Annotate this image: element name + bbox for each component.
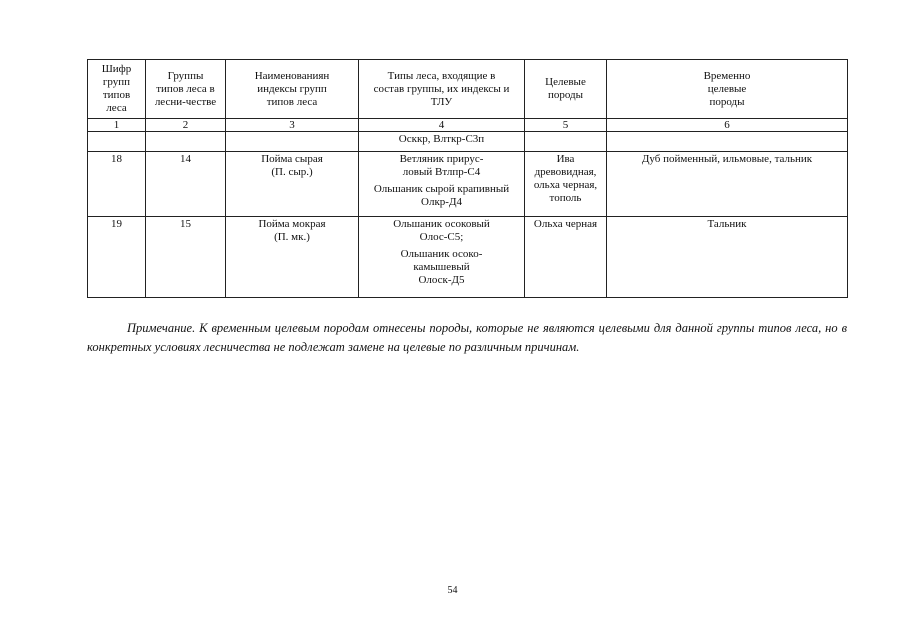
target-species-cell: Ива древовидная, ольха черная, тополь: [525, 152, 607, 217]
continuation-row: [88, 132, 848, 152]
shifr-cell: 18: [88, 152, 146, 217]
forest-types-cell: Ольшаник осоковый Олос-С5; Ольшаник осоко- камышевый Олоск-Д5: [359, 217, 525, 298]
forest-types-table: [87, 59, 848, 298]
page-number: 54: [447, 585, 458, 596]
continuation-cell: Осккр, Влткр-С3п: [359, 132, 525, 152]
name-cell: Пойма сырая (П. сыр.): [226, 152, 359, 217]
forest-types-cell: Ветляник прирус- ловый Втлпр-С4 Ольшаник сырой крапивный Олкр-Д4: [359, 152, 525, 217]
header-row: [88, 60, 848, 119]
shifr-cell: 19: [88, 217, 146, 298]
col-number: 3: [226, 119, 359, 132]
table-note: Примечание. К временным целевым породам отнесены породы, которые не являются целевыми для данной группы типов леса, но в конкретных условиях лесничества не подлежат замене на целевые по различным причинам.: [87, 321, 847, 354]
header-groups: Группы типов леса в лесни-честве: [146, 60, 226, 119]
header-shifr: Шифр групп типов леса: [88, 60, 146, 119]
table-row: [88, 217, 848, 298]
col-number: 2: [146, 119, 226, 132]
col-number: 6: [607, 119, 848, 132]
header-temporary-species: Временно целевые породы: [607, 60, 848, 119]
table-row: [88, 152, 848, 217]
col-number: 5: [525, 119, 607, 132]
header-names: Наименованиян индексы групп типов леса: [226, 60, 359, 119]
header-forest-types: Типы леса, входящие в состав группы, их индексы и ТЛУ: [359, 60, 525, 119]
group-cell: 14: [146, 152, 226, 217]
col-number: 4: [359, 119, 525, 132]
temporary-species-cell: Дуб пойменный, ильмовые, тальник: [607, 152, 848, 217]
name-cell: Пойма мокрая (П. мк.): [226, 217, 359, 298]
target-species-cell: Ольха черная: [525, 217, 607, 298]
temporary-species-cell: Тальник: [607, 217, 848, 298]
group-cell: 15: [146, 217, 226, 298]
column-number-row: [88, 119, 848, 132]
col-number: 1: [88, 119, 146, 132]
header-target-species: Целевые породы: [525, 60, 607, 119]
